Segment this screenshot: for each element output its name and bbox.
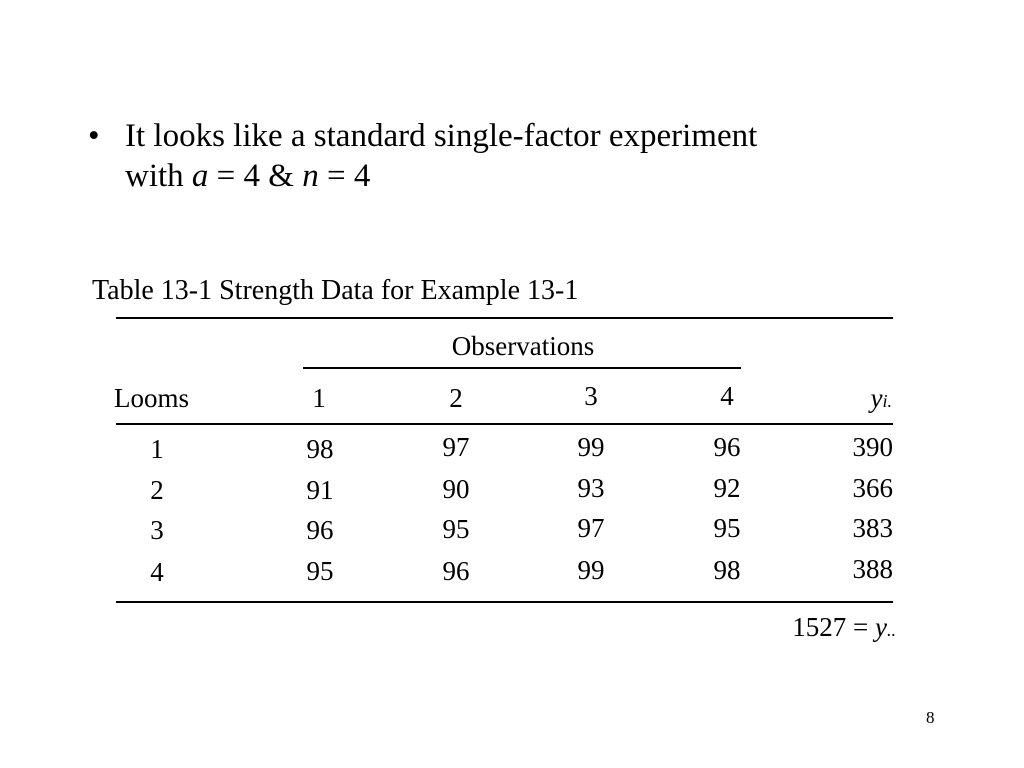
- bullet-symbol: •: [88, 118, 100, 154]
- obs-value: 96: [442, 556, 470, 586]
- grand-total-equals: =: [846, 612, 876, 642]
- grand-total-sub: ..: [887, 620, 896, 640]
- obs-value: 95: [713, 513, 741, 543]
- loom-label: 3: [150, 515, 164, 545]
- row-total: 388: [852, 554, 893, 584]
- table-top-rule: [116, 317, 893, 319]
- loom-label: 4: [150, 557, 164, 587]
- variable-a: a: [191, 158, 209, 194]
- obs-value: 95: [306, 556, 334, 586]
- obs-value: 93: [577, 473, 605, 503]
- obs-value: 99: [577, 432, 605, 462]
- observations-rule: [303, 367, 741, 369]
- header-bottom-rule: [116, 423, 893, 425]
- table-bottom-rule: [116, 601, 893, 603]
- row-total: 390: [852, 432, 893, 462]
- obs-col-header-3: 3: [584, 381, 598, 411]
- obs-value: 97: [442, 432, 470, 462]
- obs-value: 97: [577, 513, 605, 543]
- bullet-line-1: It looks like a standard single-factor experiment: [125, 118, 758, 154]
- obs-col-header-1: 1: [312, 383, 326, 413]
- obs-value: 98: [306, 434, 334, 464]
- row-total: 366: [852, 473, 893, 503]
- observations-header: Observations: [451, 331, 595, 361]
- equation-a: = 4 &: [208, 158, 303, 194]
- obs-col-header-4: 4: [720, 381, 734, 411]
- obs-value: 91: [306, 475, 334, 505]
- obs-value: 99: [577, 555, 605, 585]
- loom-label: 2: [150, 475, 164, 505]
- total-col-header: [871, 383, 893, 416]
- obs-value: 95: [442, 514, 470, 544]
- equation-n: = 4: [318, 158, 371, 194]
- obs-value: 92: [713, 473, 741, 503]
- obs-value: 96: [306, 515, 334, 545]
- loom-label: 1: [150, 434, 164, 464]
- page-number: 8: [926, 708, 935, 727]
- obs-value: 96: [713, 432, 741, 462]
- total-header-sub: i.: [882, 391, 892, 411]
- variable-n: n: [302, 158, 319, 194]
- table-caption: Table 13-1 Strength Data for Example 13-1: [92, 275, 579, 306]
- grand-total: [792, 612, 896, 645]
- row-total: 383: [852, 513, 893, 543]
- obs-value: 90: [442, 474, 470, 504]
- obs-col-header-2: 2: [449, 383, 463, 413]
- looms-header: Looms: [114, 383, 190, 413]
- total-header-var: y: [870, 383, 883, 413]
- grand-total-value: 1527: [792, 612, 847, 642]
- obs-value: 98: [713, 555, 741, 585]
- bullet-line-2-prefix: with: [125, 158, 192, 194]
- grand-total-var: y: [875, 612, 887, 642]
